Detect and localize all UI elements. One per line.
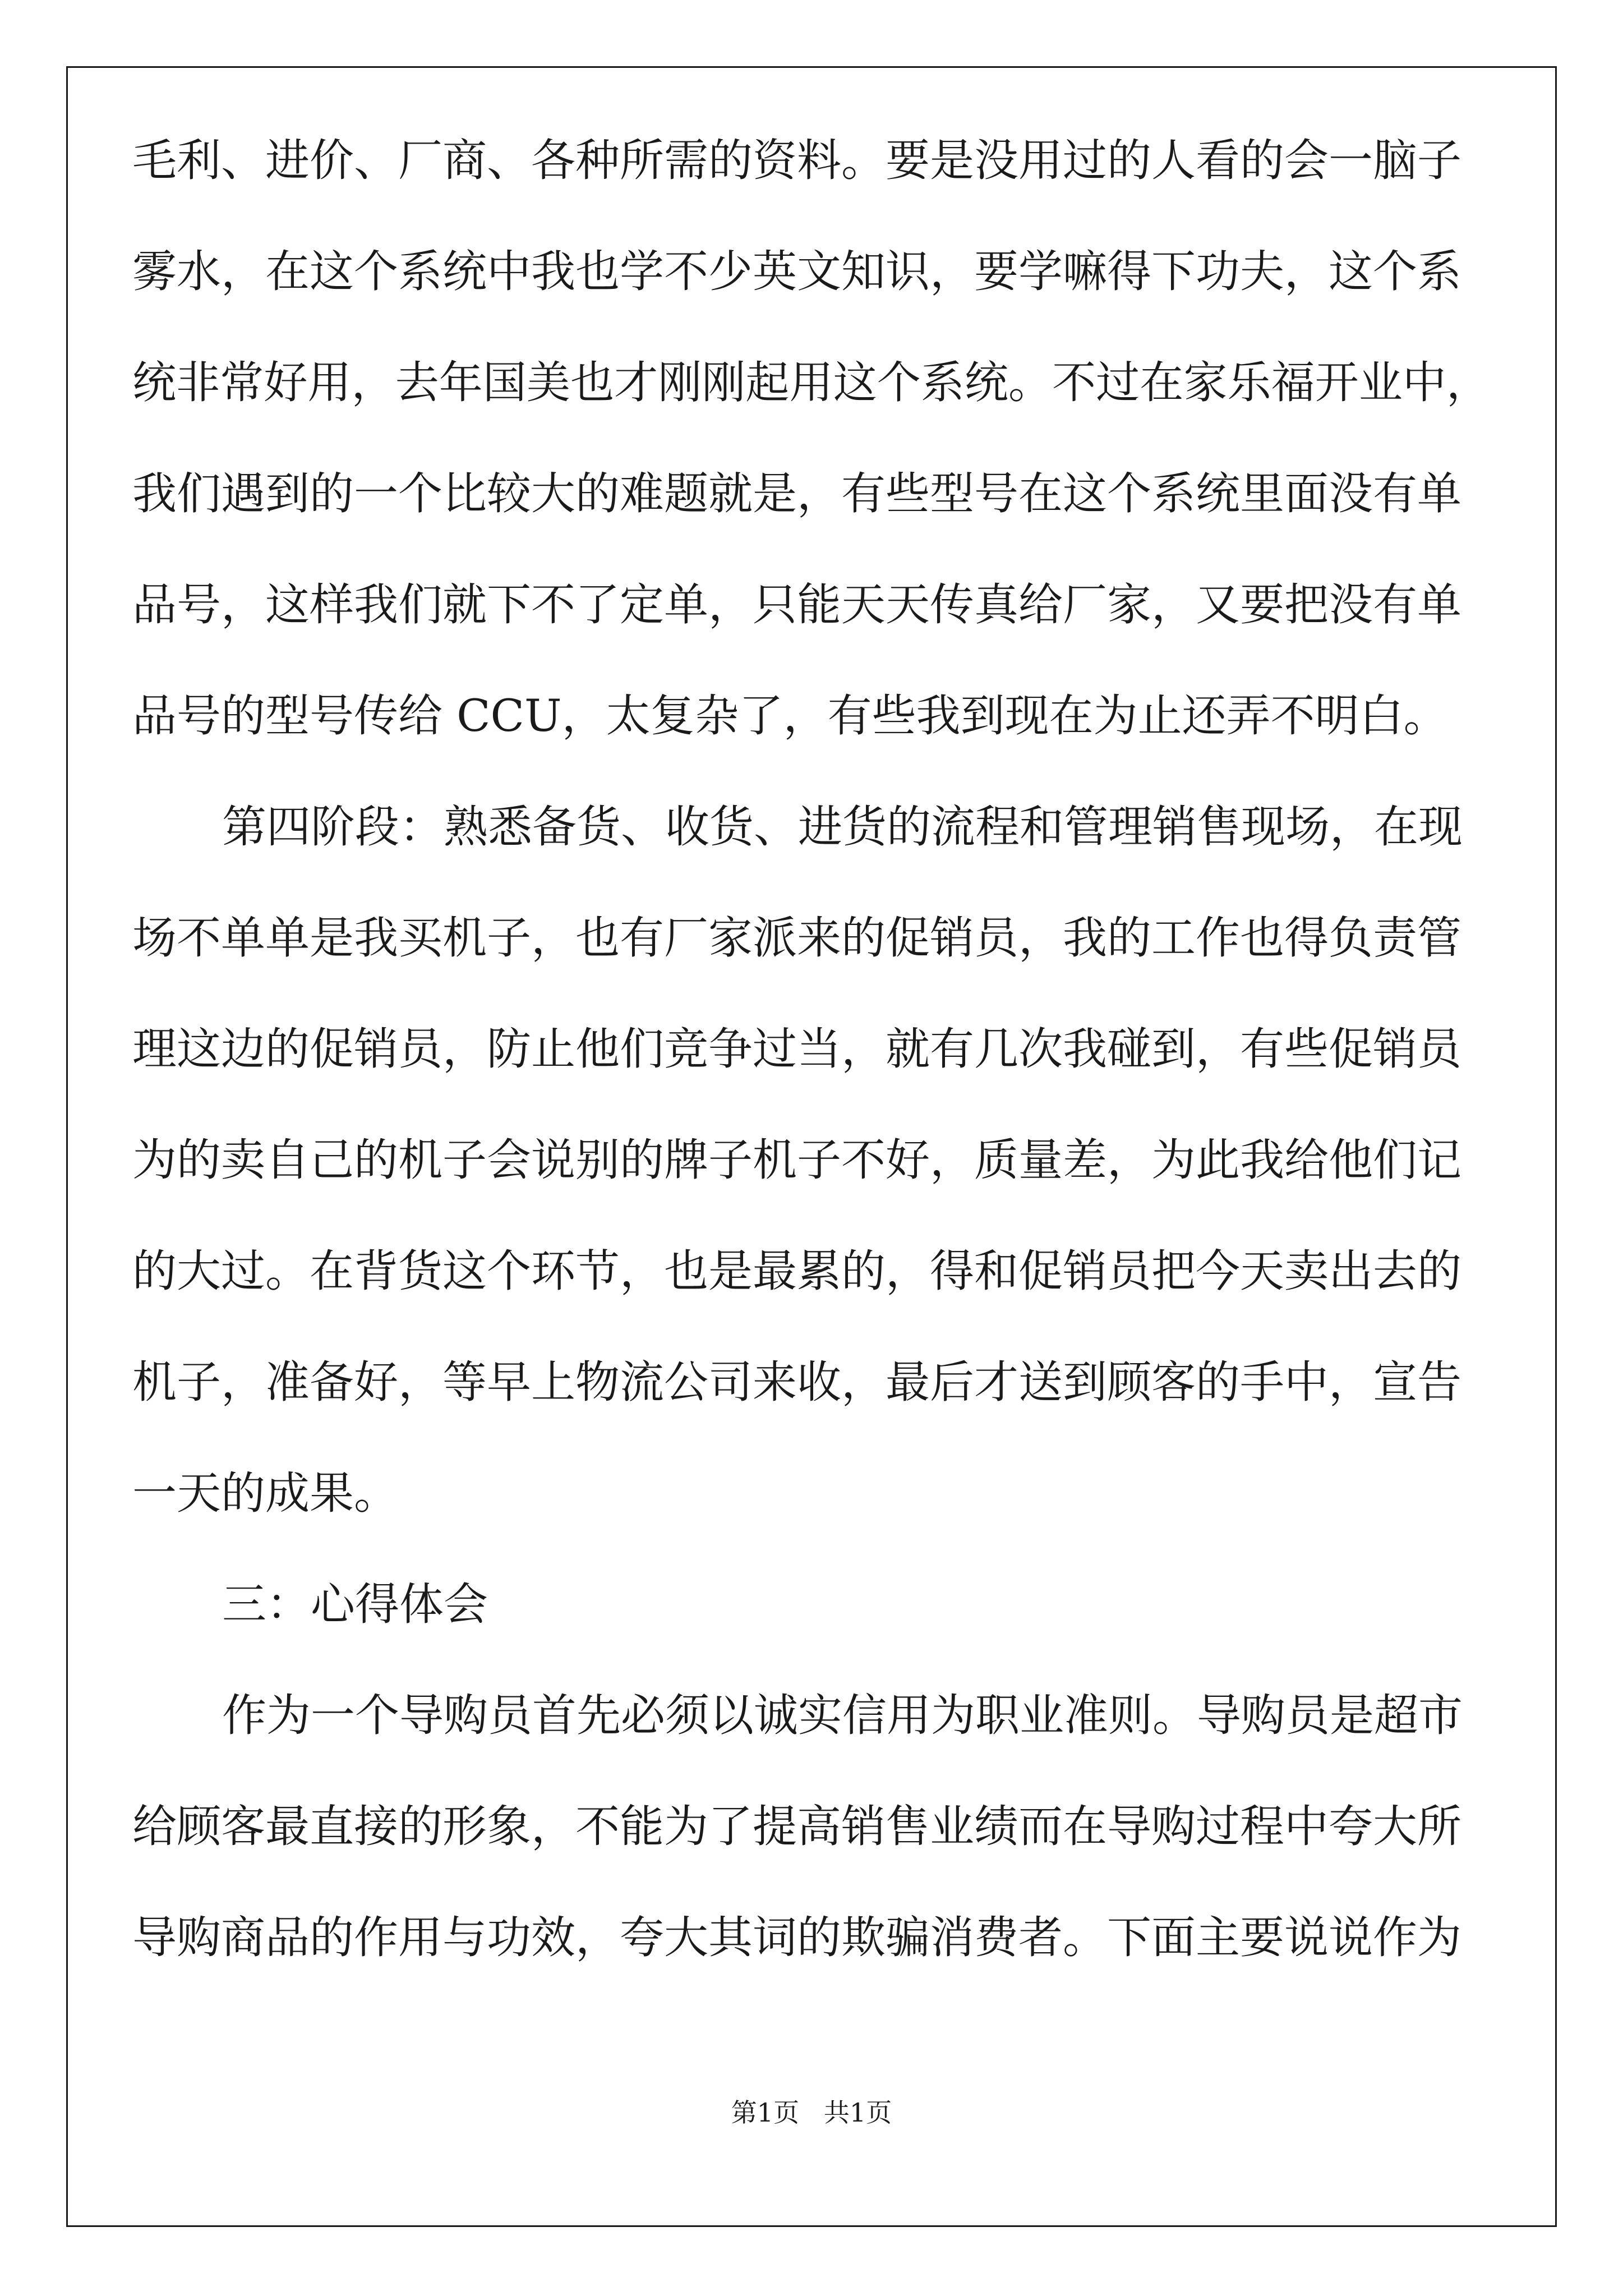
paragraph-line: 一天的成果。 xyxy=(132,1467,398,1519)
paragraph-line: 统非常好用，去年国美也才刚刚起用这个系统。不过在家乐福开业中， xyxy=(132,357,1491,408)
paragraph-line: 为的卖自己的机子会说别的牌子机子不好，质量差，为此我给他们记 xyxy=(132,1134,1461,1186)
paragraph-line: 我们遇到的一个比较大的难题就是，有些型号在这个系统里面没有单 xyxy=(132,468,1461,519)
paragraph-line: 作为一个导购员首先必须以诚实信用为职业准则。导购员是超市 xyxy=(222,1690,1463,1741)
paragraph-line: 机子，准备好，等早上物流公司来收，最后才送到顾客的手中，宣告 xyxy=(132,1356,1461,1408)
paragraph-line: 雾水，在这个系统中我也学不少英文知识，要学嘛得下功夫，这个系 xyxy=(132,246,1461,297)
document-body xyxy=(132,132,1490,2051)
section-heading: 三：心得体会 xyxy=(222,1579,488,1630)
paragraph-line: 第四阶段：熟悉备货、收货、进货的流程和管理销售现场，在现 xyxy=(222,801,1463,853)
paragraph-line: 给顾客最直接的形象，不能为了提高销售业绩而在导购过程中夸大所 xyxy=(132,1801,1461,1852)
paragraph-line: 导购商品的作用与功效，夸大其词的欺骗消费者。下面主要说说作为 xyxy=(132,1912,1461,1963)
paragraph-line: 理这边的促销员，防止他们竞争过当，就有几次我碰到，有些促销员 xyxy=(132,1023,1461,1075)
paragraph-line: 品号，这样我们就下不了定单，只能天天传真给厂家，又要把没有单 xyxy=(132,579,1461,631)
paragraph-line: 场不单单是我买机子，也有厂家派来的促销员，我的工作也得负责管 xyxy=(132,912,1461,964)
paragraph-line: 品号的型号传给 CCU，太复杂了，有些我到现在为止还弄不明白。 xyxy=(132,690,1448,742)
paragraph-line: 毛利、进价、厂商、各种所需的资料。要是没用过的人看的会一脑子 xyxy=(132,135,1461,186)
page-footer: 第1页 共1页 xyxy=(731,2097,892,2128)
paragraph-line: 的大过。在背货这个环节，也是最累的，得和促销员把今天卖出去的 xyxy=(132,1245,1461,1297)
